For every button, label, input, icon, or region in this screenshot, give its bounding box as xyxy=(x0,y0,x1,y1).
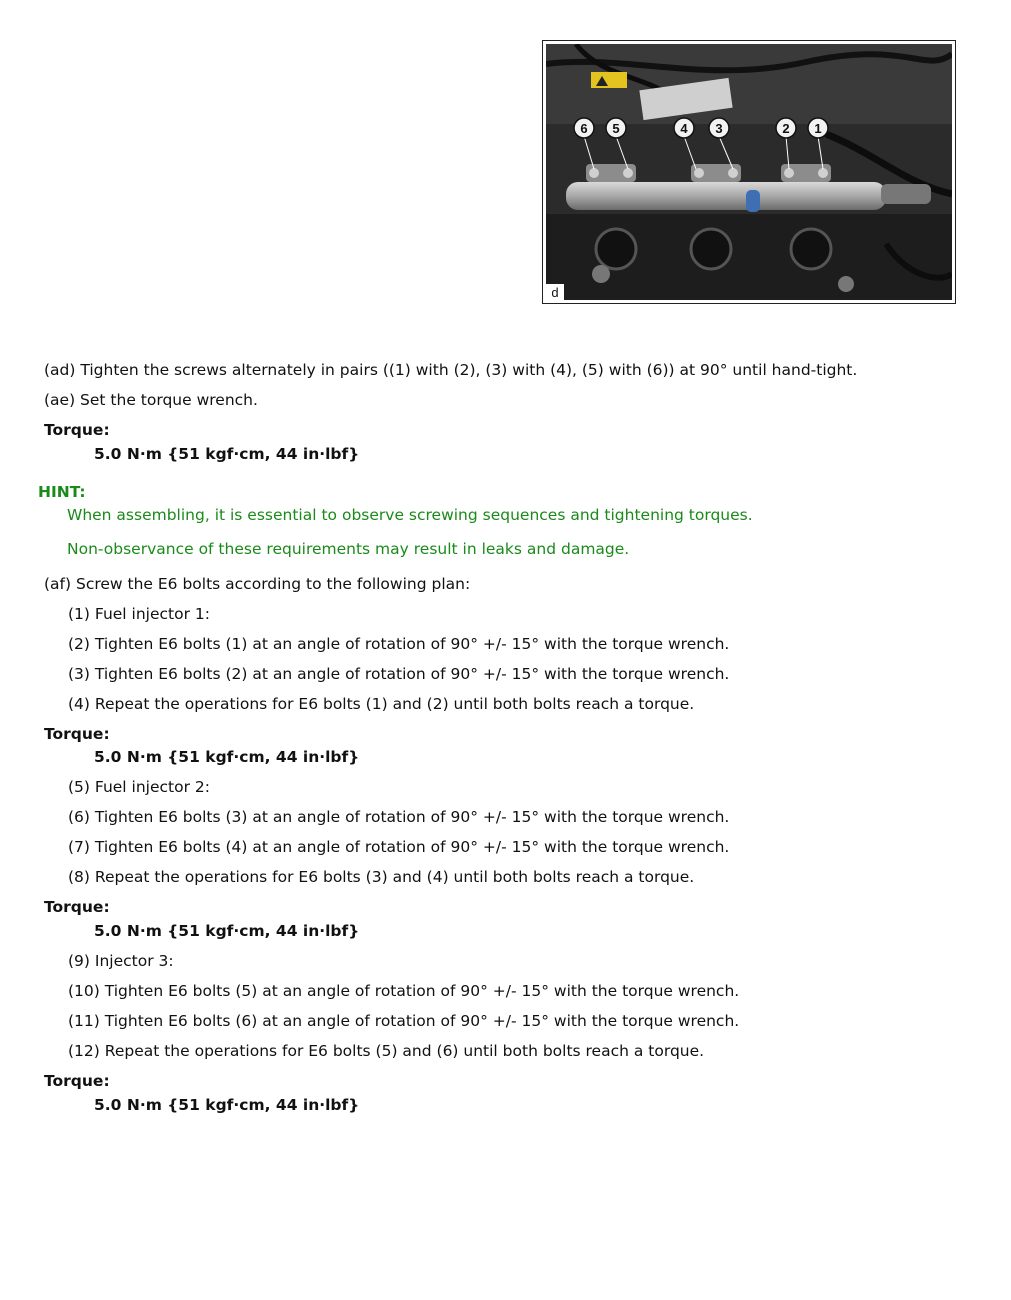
hint-label: HINT: xyxy=(38,483,86,501)
plan-item: (7) Tighten E6 bolts (4) at an angle of rotation of 90° +/- 15° with the torque wrench. xyxy=(68,838,730,856)
figure-frame xyxy=(542,40,956,304)
plan-item: (1) Fuel injector 1: xyxy=(68,605,210,623)
hint-line: When assembling, it is essential to observe screwing sequences and tightening torques. xyxy=(67,506,753,524)
callout-5 xyxy=(606,118,626,138)
callout-4 xyxy=(674,118,694,138)
svg-text:1: 1 xyxy=(814,121,822,136)
torque-value: 5.0 N·m {51 kgf·cm, 44 in·lbf} xyxy=(94,1096,360,1114)
torque-label: Torque: xyxy=(44,725,110,743)
plan-item: (11) Tighten E6 bolts (6) at an angle of rotation of 90° +/- 15° with the torque wrench. xyxy=(68,1012,740,1030)
torque-value: 5.0 N·m {51 kgf·cm, 44 in·lbf} xyxy=(94,445,360,463)
torque-label: Torque: xyxy=(44,1072,110,1090)
callout-6 xyxy=(574,118,594,138)
plan-item: (9) Injector 3: xyxy=(68,952,174,970)
callout-3 xyxy=(709,118,729,138)
torque-label: Torque: xyxy=(44,898,110,916)
plan-item: (8) Repeat the operations for E6 bolts (3) and (4) until both bolts reach a torque. xyxy=(68,868,695,886)
svg-text:4: 4 xyxy=(680,121,688,136)
torque-value: 5.0 N·m {51 kgf·cm, 44 in·lbf} xyxy=(94,748,360,766)
plan-item: (2) Tighten E6 bolts (1) at an angle of rotation of 90° +/- 15° with the torque wrench. xyxy=(68,635,730,653)
plan-item: (10) Tighten E6 bolts (5) at an angle of rotation of 90° +/- 15° with the torque wrench. xyxy=(68,982,740,1000)
callout-1 xyxy=(808,118,828,138)
step-ae: (ae) Set the torque wrench. xyxy=(44,391,258,409)
callout-2 xyxy=(776,118,796,138)
plan-item: (5) Fuel injector 2: xyxy=(68,778,210,796)
torque-value: 5.0 N·m {51 kgf·cm, 44 in·lbf} xyxy=(94,922,360,940)
plan-item: (3) Tighten E6 bolts (2) at an angle of rotation of 90° +/- 15° with the torque wrench. xyxy=(68,665,730,683)
engine-fuel-rail-photo xyxy=(546,44,952,300)
plan-item: (12) Repeat the operations for E6 bolts (5) and (6) until both bolts reach a torque. xyxy=(68,1042,705,1060)
step-af: (af) Screw the E6 bolts according to the following plan: xyxy=(44,575,471,593)
torque-label: Torque: xyxy=(44,421,110,439)
figure-letter: d xyxy=(551,285,559,300)
svg-text:2: 2 xyxy=(782,121,790,136)
svg-text:3: 3 xyxy=(715,121,723,136)
plan-item: (4) Repeat the operations for E6 bolts (1) and (2) until both bolts reach a torque. xyxy=(68,695,695,713)
plan-item: (6) Tighten E6 bolts (3) at an angle of rotation of 90° +/- 15° with the torque wrench. xyxy=(68,808,730,826)
hint-line: Non-observance of these requirements may result in leaks and damage. xyxy=(67,540,630,558)
svg-text:5: 5 xyxy=(612,121,620,136)
svg-text:6: 6 xyxy=(580,121,588,136)
step-ad: (ad) Tighten the screws alternately in pairs ((1) with (2), (3) with (4), (5) with (6)) at 90° until hand-tight. xyxy=(44,361,858,379)
